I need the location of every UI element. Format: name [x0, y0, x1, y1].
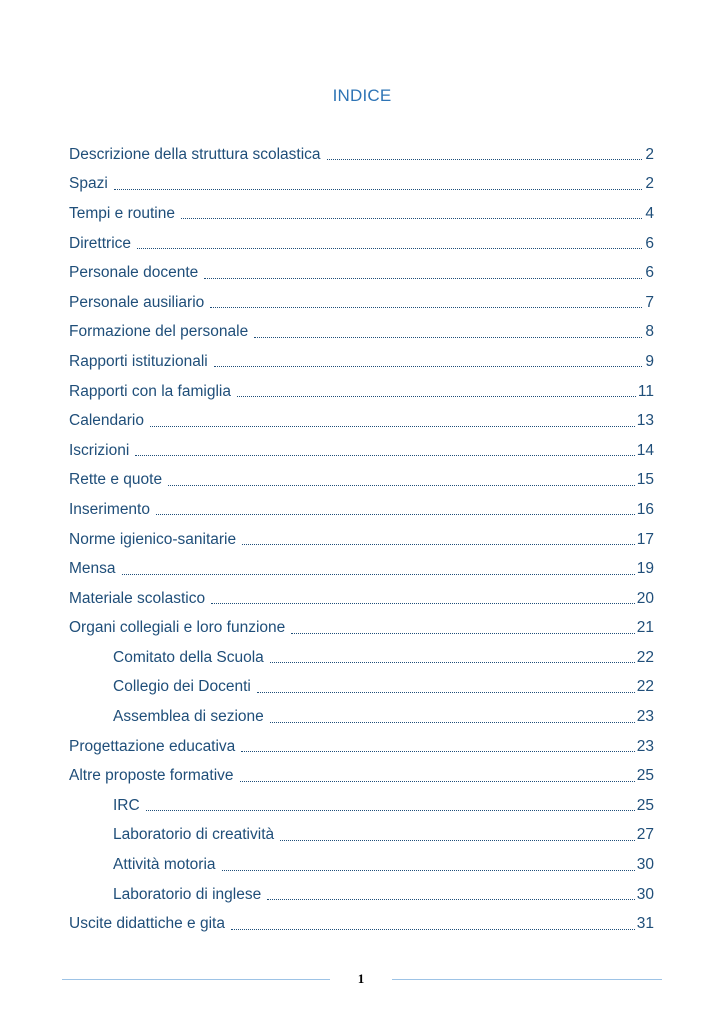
toc-entry-label: Laboratorio di creatività [113, 826, 275, 844]
toc-entry[interactable] [69, 347, 654, 377]
table-of-contents [69, 140, 654, 939]
toc-entry-label: Progettazione educativa [69, 737, 236, 755]
toc-entry-label: Rapporti istituzionali [69, 352, 208, 370]
toc-entry-page: 30 [636, 885, 654, 903]
toc-dot-leader [210, 307, 642, 308]
toc-entry-label: Materiale scolastico [69, 589, 206, 607]
toc-entry[interactable] [69, 584, 654, 614]
toc-entry-page: 31 [636, 915, 654, 933]
toc-dot-leader [327, 159, 642, 160]
toc-dot-leader [137, 248, 642, 249]
toc-entry-page: 23 [636, 708, 654, 726]
toc-entry-label: Collegio dei Docenti [113, 678, 251, 696]
toc-entry-label: Attività motoria [113, 856, 216, 874]
toc-dot-leader [214, 366, 642, 367]
toc-dot-leader [257, 692, 635, 693]
toc-dot-leader [231, 929, 635, 930]
toc-dot-leader [122, 574, 635, 575]
toc-entry-page: 9 [645, 352, 654, 370]
toc-entry-page: 22 [636, 648, 654, 666]
toc-dot-leader [280, 840, 635, 841]
toc-entry-page: 23 [636, 737, 654, 755]
toc-entry-page: 6 [645, 264, 654, 282]
toc-entry[interactable] [69, 436, 654, 466]
toc-subentry[interactable] [69, 643, 654, 673]
toc-entry-page: 7 [645, 293, 654, 311]
toc-dot-leader [254, 337, 642, 338]
toc-dot-leader [270, 662, 635, 663]
toc-entry-page: 2 [645, 145, 654, 163]
toc-entry-page: 11 [637, 382, 654, 400]
toc-entry-label: Altre proposte formative [69, 767, 234, 785]
toc-entry-page: 21 [636, 619, 654, 637]
toc-entry-label: Tempi e routine [69, 204, 175, 222]
toc-entry[interactable] [69, 909, 654, 939]
toc-entry[interactable] [69, 466, 654, 496]
toc-entry-page: 2 [645, 175, 654, 193]
toc-subentry[interactable] [69, 850, 654, 880]
toc-entry[interactable] [69, 288, 654, 318]
toc-dot-leader [204, 278, 642, 279]
toc-entry[interactable] [69, 406, 654, 436]
toc-entry-label: Norme igienico-sanitarie [69, 530, 237, 548]
toc-entry-page: 15 [636, 471, 654, 489]
toc-entry[interactable] [69, 554, 654, 584]
toc-entry-page: 14 [636, 441, 654, 459]
toc-dot-leader [222, 870, 635, 871]
toc-dot-leader [114, 189, 642, 190]
toc-entry-page: 6 [645, 234, 654, 252]
toc-entry-page: 4 [645, 204, 654, 222]
toc-entry[interactable] [69, 377, 654, 407]
toc-entry-label: Rapporti con la famiglia [69, 382, 231, 400]
toc-entry-page: 19 [636, 560, 654, 578]
toc-entry[interactable] [69, 318, 654, 348]
toc-entry-page: 13 [636, 412, 654, 430]
toc-entry-label: Personale ausiliario [69, 293, 205, 311]
toc-entry-label: Comitato della Scuola [113, 648, 264, 666]
toc-entry-label: Formazione del personale [69, 323, 249, 341]
toc-entry-label: IRC [113, 796, 140, 814]
toc-dot-leader [181, 218, 642, 219]
toc-entry-label: Personale docente [69, 264, 199, 282]
toc-entry-label: Calendario [69, 412, 144, 430]
toc-subentry[interactable] [69, 880, 654, 910]
toc-entry-label: Rette e quote [69, 471, 163, 489]
toc-entry[interactable] [69, 761, 654, 791]
toc-entry-label: Uscite didattiche e gita [69, 915, 225, 933]
toc-dot-leader [242, 544, 635, 545]
toc-dot-leader [237, 396, 636, 397]
toc-entry[interactable] [69, 258, 654, 288]
toc-entry[interactable] [69, 170, 654, 200]
toc-entry[interactable] [69, 199, 654, 229]
toc-entry-label: Spazi [69, 175, 108, 193]
page-title: INDICE [332, 86, 392, 105]
toc-dot-leader [150, 426, 635, 427]
toc-entry-label: Inserimento [69, 500, 150, 518]
toc-entry-label: Laboratorio di inglese [113, 885, 262, 903]
page-number: 1 [357, 971, 365, 986]
footer-rule-left [62, 979, 330, 980]
toc-subentry[interactable] [69, 821, 654, 851]
toc-dot-leader [146, 810, 635, 811]
toc-entry[interactable] [69, 229, 654, 259]
toc-entry[interactable] [69, 525, 654, 555]
toc-entry-page: 8 [645, 323, 654, 341]
toc-dot-leader [211, 603, 635, 604]
toc-entry[interactable] [69, 140, 654, 170]
toc-entry-page: 16 [636, 500, 654, 518]
toc-entry[interactable] [69, 495, 654, 525]
toc-entry-label: Mensa [69, 560, 116, 578]
toc-dot-leader [267, 899, 635, 900]
toc-subentry[interactable] [69, 702, 654, 732]
toc-dot-leader [241, 751, 634, 752]
toc-entry-page: 22 [636, 678, 654, 696]
toc-entry[interactable] [69, 732, 654, 762]
toc-dot-leader [156, 514, 635, 515]
page-footer [62, 970, 662, 990]
toc-entry-page: 17 [636, 530, 654, 548]
toc-dot-leader [135, 455, 634, 456]
footer-rule-right [392, 979, 662, 980]
toc-subentry[interactable] [69, 673, 654, 703]
toc-entry[interactable] [69, 614, 654, 644]
toc-entry-label: Iscrizioni [69, 441, 130, 459]
toc-entry-label: Assemblea di sezione [113, 708, 264, 726]
toc-dot-leader [291, 633, 634, 634]
toc-entry-page: 25 [636, 767, 654, 785]
toc-dot-leader [168, 485, 635, 486]
toc-entry-page: 27 [636, 826, 654, 844]
toc-dot-leader [240, 781, 635, 782]
toc-dot-leader [270, 722, 635, 723]
toc-entry-label: Descrizione della struttura scolastica [69, 145, 321, 163]
toc-entry-page: 20 [636, 589, 654, 607]
toc-subentry[interactable] [69, 791, 654, 821]
toc-entry-label: Direttrice [69, 234, 132, 252]
toc-entry-page: 30 [636, 856, 654, 874]
toc-entry-label: Organi collegiali e loro funzione [69, 619, 286, 637]
toc-entry-page: 25 [636, 796, 654, 814]
